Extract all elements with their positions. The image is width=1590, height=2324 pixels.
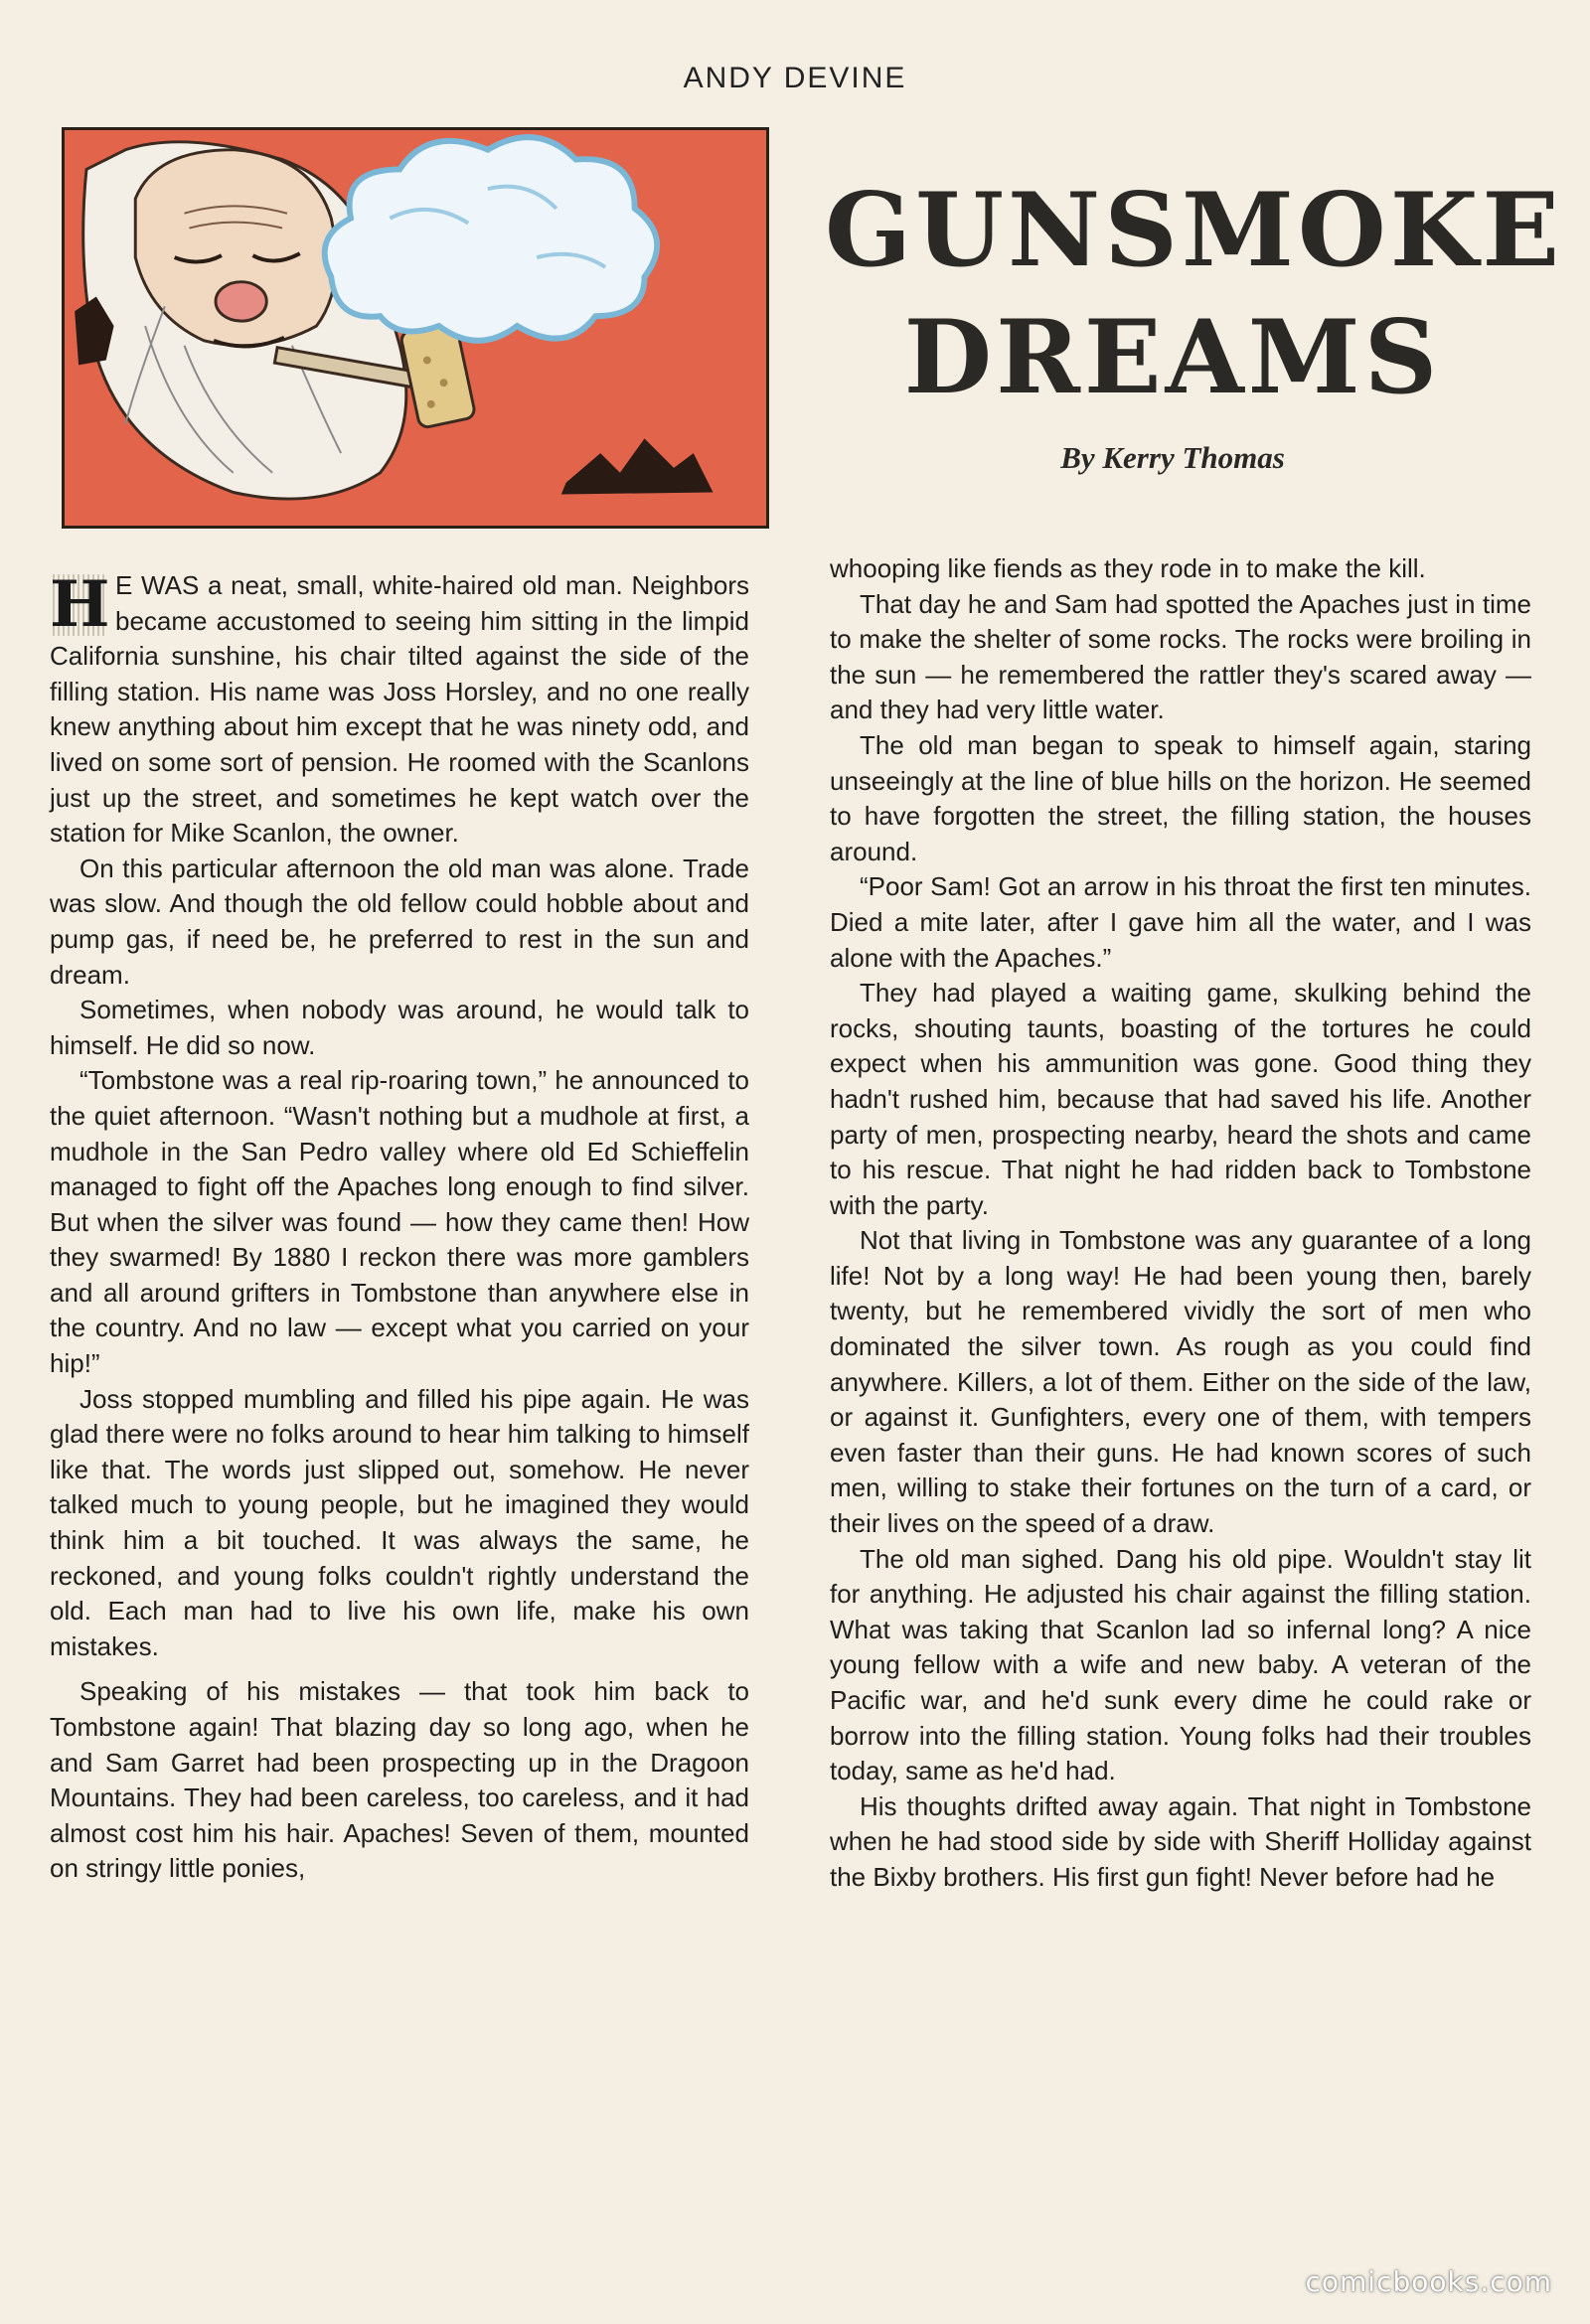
left-column [50, 568, 749, 1887]
paragraph [50, 568, 749, 852]
paragraph: They had played a waiting game, skulking behind the rocks, shouting taunts, boasting of the tortures he could expect when his ammunition was gone. Good thing they hadn't rushed him, because that had saved his life. Another party of men, prospecting nearby, heard the shots and came to his rescue. That night he had ridden back to Tombstone with the party. [830, 978, 1531, 1220]
paragraph: Speaking of his mistakes — that took him back to Tombstone again! That blazing day so long ago, when he and Sam Garret had been prospecting up in the Dragoon Mountains. They had been careless, too careless, and it had almost cost him his hair. Apaches! Seven of them, mounted on stringy little ponies, [50, 1676, 749, 1884]
paragraph: That day he and Sam had spotted the Apaches just in time to make the shelter of some rocks. The rocks were broiling in the sun — he remembered the rattler they's scared away — and they had very little water. [830, 588, 1531, 725]
story-illustration [62, 127, 769, 529]
paragraph: Sometimes, when nobody was around, he would talk to himself. He did so now. [50, 995, 749, 1060]
paragraph: The old man began to speak to himself again, staring unseeingly at the line of blue hills on the horizon. He seemed to have forgotten the street, the filling station, the houses around. [830, 729, 1531, 866]
story-title [825, 167, 1564, 421]
drop-cap: H [50, 567, 110, 642]
running-head: ANDY DEVINE [683, 62, 907, 94]
title-line-2: DREAMS [903, 298, 1442, 417]
right-column [830, 551, 1531, 1896]
title-line-1: GUNSMOKE [825, 171, 1564, 290]
paragraph: On this particular afternoon the old man was alone. Trade was slow. And though the old fellow could hobble about and pump gas, if need be, he preferred to rest in the sun and dream. [50, 852, 749, 990]
paragraph: His thoughts drifted away again. That night in Tombstone when he had stood side by side with Sheriff Holliday against the Bixby brothers. His first gun fight! Never before had he [830, 1790, 1531, 1892]
paragraph: whooping like fiends as they rode in to make the kill. [830, 553, 1426, 583]
watermark: comicbooks.com [1305, 2265, 1552, 2298]
old-man-pipe-illustration [65, 130, 766, 526]
paragraph: “Tombstone was a real rip-roaring town,” he announced to the quiet afternoon. “Wasn't nothing but a mudhole at first, a mudhole in the San Pedro valley where old Ed Schieffelin managed to fight off the Apaches long enough to find silver. But when the silver was found — how they came then! How they swarmed! By 1880 I reckon there was more gamblers and all around grifters in Tombstone than anywhere else in the country. And no law — except what you carried on your hip!” [50, 1065, 749, 1379]
paragraph: Joss stopped mumbling and filled his pipe again. He was glad there were no folks around to hear him talking to himself like that. The words just slipped out, somehow. He never talked much to young people, but he imagined they would think him a bit touched. It was always the same, he reckoned, and young folks couldn't rightly understand the old. Each man had to live his own life, make his own mistakes. [50, 1383, 749, 1661]
paragraph: Not that living in Tombstone was any guarantee of a long life! Not by a long way! He had been young then, barely twenty, but he remembered vividly the sort of men who dominated the silver town. As rough as you could find anywhere. Killers, a lot of them. Either on the side of the law, or against it. Gunfighters, every one of them, with tempers even faster than their guns. He had known scores of such men, willing to stake their fortunes on the turn of a card, or their lives on the speed of a draw. [830, 1225, 1531, 1539]
paragraph: “Poor Sam! Got an arrow in his throat the first ten minutes. Died a mite later, after I gave him all the water, and I was alone with the Apaches.” [830, 871, 1531, 973]
byline: By Kerry Thomas [1060, 440, 1285, 475]
paragraph: The old man sighed. Dang his old pipe. Wouldn't stay lit for anything. He adjusted his chair against the filling station. What was taking that Scanlon lad so infernal long? A nice young fellow with a wife and new baby. A veteran of the Pacific war, and he'd sunk every dime he could rake or borrow into the filling station. Young folks had their troubles today, same as he'd had. [830, 1543, 1531, 1786]
paragraph-text: E WAS a neat, small, white-haired old man. Neighbors became accustomed to seeing him sitting in the limpid California sunshine, his chair tilted against the side of the filling station. His name was Joss Horsley, and no one really knew anything about him except that he was ninety odd, and lived on some sort of pension. He roomed with the Scanlons just up the street, and sometimes he kept watch over the station for Mike Scanlon, the owner. [50, 570, 749, 849]
